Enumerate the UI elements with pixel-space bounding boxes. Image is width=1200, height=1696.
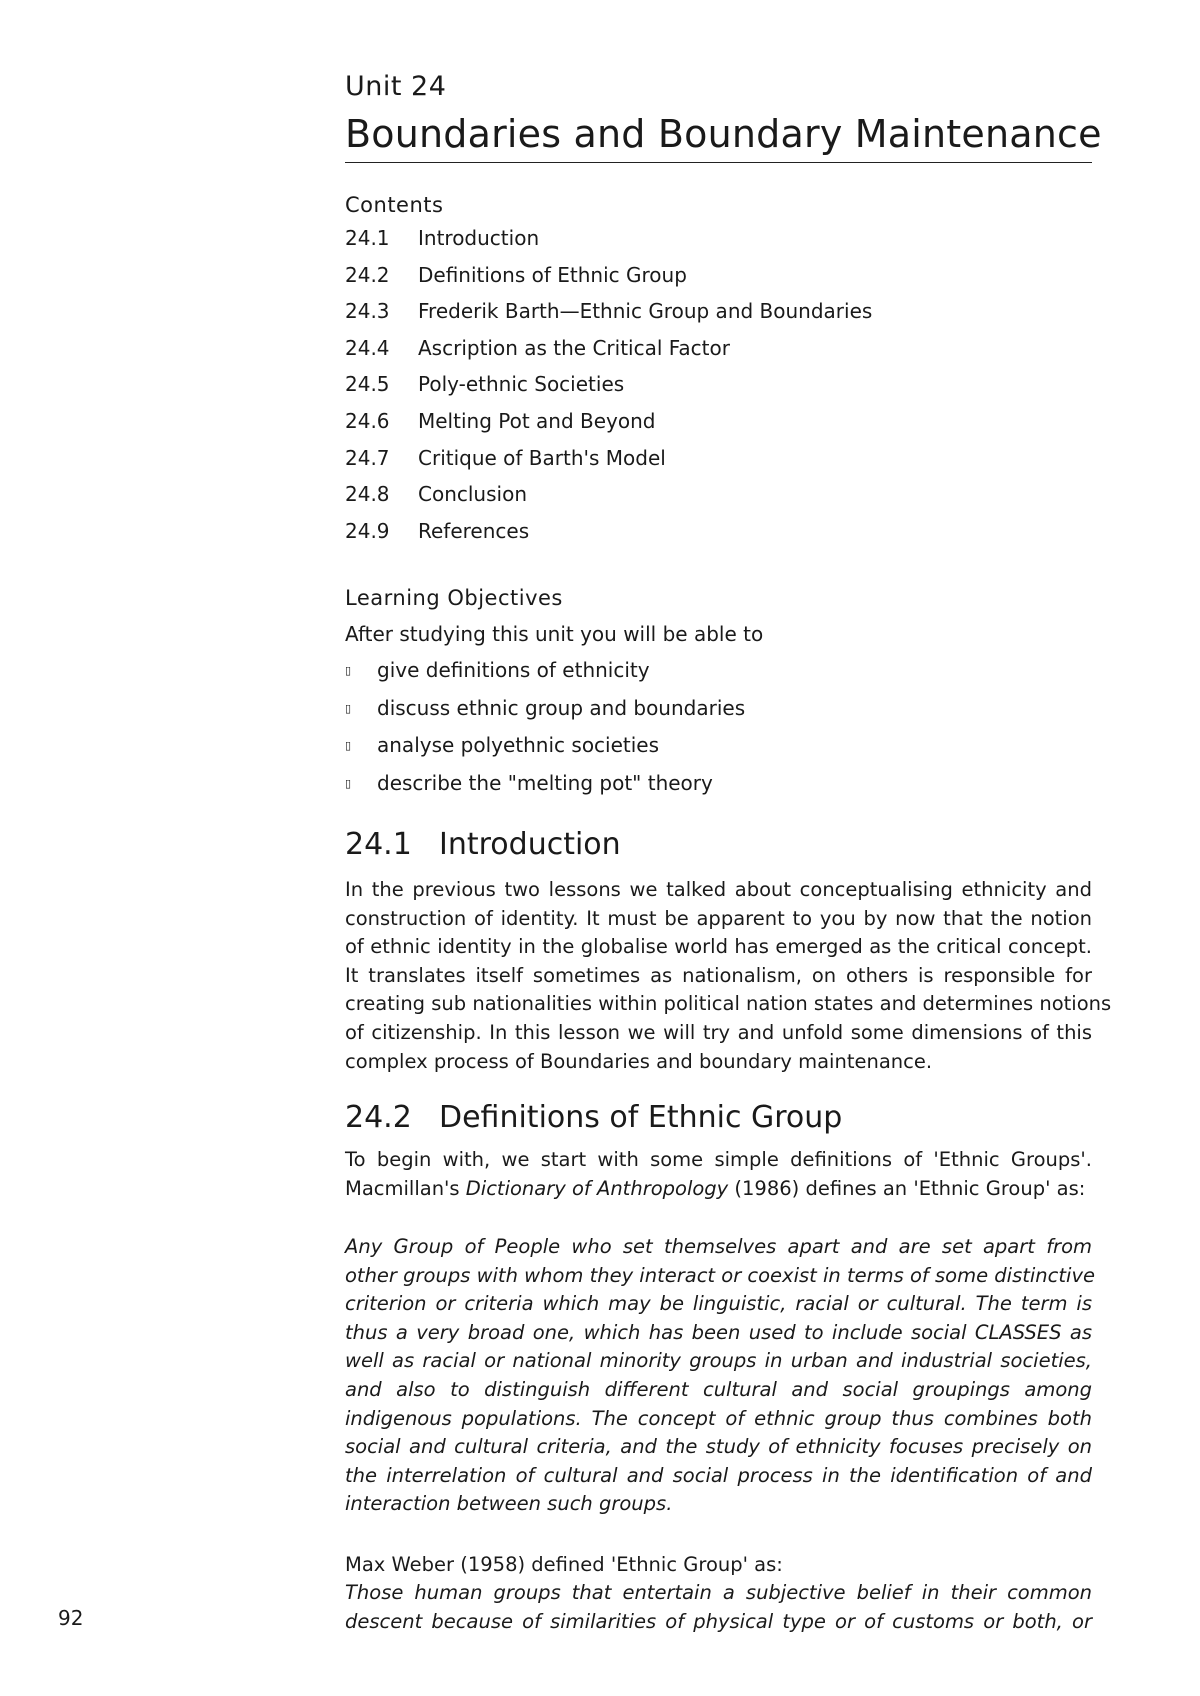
contents-item [345, 409, 872, 446]
quote-line: other groups with whom they interact or coexist in terms of some distinctive [345, 1263, 1095, 1287]
quote-line: the interrelation of cultural and social process in the identification of and [345, 1463, 1092, 1487]
objective-item [345, 733, 745, 771]
section-number: 24.2 [345, 1100, 412, 1135]
contents-item-label: Introduction [418, 226, 540, 250]
contents-item-number: 24.2 [345, 262, 390, 287]
paragraph-line [345, 1175, 1092, 1204]
bullet-icon: ▯ [345, 776, 352, 790]
quote-line: Those human groups that entertain a subjective belief in their common [345, 1581, 1092, 1604]
introduction-paragraph [345, 876, 1112, 1076]
quote-line: thus a very broad one, which has been used to include social CLASSES as [345, 1320, 1092, 1344]
contents-item-number: 24.7 [345, 445, 390, 470]
contents-item-label: References [418, 518, 530, 543]
contents-item-label: Melting Pot and Beyond [418, 408, 656, 433]
objectives-list [345, 658, 745, 808]
contents-item-label: Critique of Barth's Model [418, 445, 666, 470]
contents-item-number: 24.8 [345, 482, 390, 507]
contents-item [345, 226, 872, 263]
contents-item-number: 24.1 [345, 226, 390, 250]
weber-quote [345, 1579, 1092, 1636]
paragraph-line: creating sub nationalities within political nation states and determines notions [345, 992, 1112, 1016]
macmillan-quote [345, 1233, 1095, 1519]
objective-text: describe the "melting pot" theory [377, 770, 713, 795]
contents-item-number: 24.3 [345, 299, 390, 324]
quote-line: Any Group of People who set themselves apart and are set apart from [345, 1235, 1092, 1258]
bullet-icon: ▯ [345, 739, 352, 752]
contents-item [345, 299, 872, 336]
quote-line: and also to distinguish different cultural and social groupings among [345, 1377, 1092, 1401]
quote-line: social and cultural criteria, and the study of ethnicity focuses precisely on [345, 1435, 1092, 1459]
section-title: Definitions of Ethnic Group [439, 1100, 843, 1135]
quote-line: indigenous populations. The concept of ethnic group thus combines both [345, 1406, 1092, 1430]
objective-text: give definitions of ethnicity [377, 658, 650, 682]
paragraph-line: complex process of Boundaries and boundary maintenance. [345, 1049, 933, 1073]
objectives-intro: After studying this unit you will be able to [345, 622, 764, 646]
paragraph-line: of citizenship. In this lesson we will try and unfold some dimensions of this [345, 1020, 1092, 1044]
definitions-paragraph [345, 1146, 1092, 1203]
paragraph-line: construction of identity. It must be apparent to you by now that the notion [345, 906, 1092, 930]
objectives-heading: Learning Objectives [345, 586, 563, 610]
bullet-icon: ▯ [345, 664, 352, 677]
paragraph-line: It translates itself sometimes as nationalism, on others is responsible for [345, 963, 1092, 987]
contents-item-number: 24.6 [345, 408, 390, 433]
contents-item [345, 336, 872, 373]
text-run: Macmillan's [345, 1176, 466, 1200]
title-rule [345, 162, 1092, 163]
contents-list [345, 226, 872, 555]
contents-item-label: Conclusion [418, 482, 527, 507]
contents-item [345, 446, 872, 483]
contents-item-label: Poly-ethnic Societies [418, 372, 625, 397]
contents-item-label: Frederik Barth—Ethnic Group and Boundaries [418, 299, 873, 324]
paragraph-line: of ethnic identity in the globalise world has emerged as the critical concept. [345, 935, 1092, 959]
contents-item-number: 24.5 [345, 372, 390, 397]
section-heading-introduction [345, 827, 621, 862]
objective-text: discuss ethnic group and boundaries [377, 695, 746, 720]
paragraph-line: To begin with, we start with some simple definitions of 'Ethnic Groups'. [345, 1148, 1092, 1171]
book-title: Dictionary of Anthropology [465, 1176, 729, 1200]
section-title: Introduction [439, 827, 621, 862]
objective-item [345, 658, 745, 696]
paragraph-line: Max Weber (1958) defined 'Ethnic Group' as: [345, 1553, 783, 1576]
unit-label: Unit 24 [345, 71, 447, 102]
contents-item-number: 24.9 [345, 518, 390, 543]
contents-item [345, 519, 872, 556]
contents-item-label: Ascription as the Critical Factor [418, 335, 730, 360]
contents-heading: Contents [345, 193, 444, 217]
quote-line: interaction between such groups. [345, 1492, 673, 1516]
weber-intro [345, 1551, 1092, 1580]
contents-item [345, 482, 872, 519]
page-title: Boundaries and Boundary Maintenance [345, 112, 1102, 156]
objective-item [345, 696, 745, 734]
section-heading-definitions [345, 1100, 842, 1135]
paragraph-line: In the previous two lessons we talked about conceptualising ethnicity and [345, 878, 1092, 901]
bullet-icon: ▯ [345, 701, 352, 715]
quote-line: well as racial or national minority groups in urban and industrial societies, [345, 1349, 1092, 1373]
objective-text: analyse polyethnic societies [377, 733, 660, 757]
quote-line: criterion or criteria which may be linguistic, racial or cultural. The term is [345, 1292, 1092, 1316]
contents-item [345, 263, 872, 300]
contents-item [345, 372, 872, 409]
page-number: 92 [58, 1606, 84, 1630]
quote-line: descent because of similarities of physical type or of customs or both, or [345, 1609, 1092, 1633]
contents-item-number: 24.4 [345, 335, 390, 360]
section-number: 24.1 [345, 827, 412, 862]
objective-item [345, 771, 745, 809]
contents-item-label: Definitions of Ethnic Group [418, 262, 687, 287]
text-run: (1986) defines an 'Ethnic Group' as: [728, 1176, 1086, 1200]
